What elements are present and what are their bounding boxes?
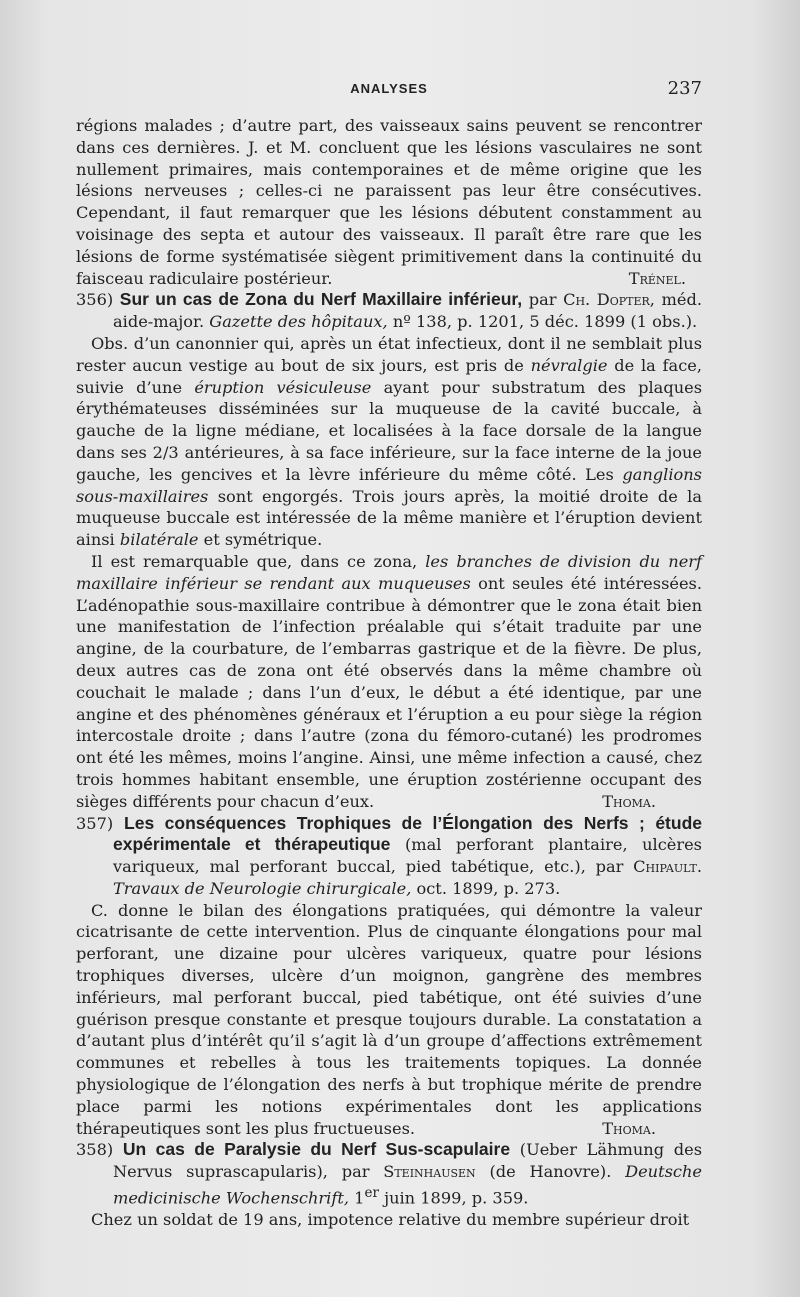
page-number: 237 bbox=[667, 78, 702, 99]
entry-author: Chipault. bbox=[633, 857, 702, 877]
author-signature: Thoma. bbox=[602, 791, 656, 811]
italic-term: bilatérale bbox=[119, 530, 199, 550]
entry-author: Steinhausen bbox=[383, 1162, 476, 1182]
entry-357-paragraph bbox=[76, 900, 702, 1140]
text-run: ayant pour substratum des plaques érythémateuses disséminées sur la muqueuse de la cavité buccale, à gauche de la ligne médiane, et localisées à la face dorsale de la langue dans ses 2/3 antérieures, à sa face inférieure, sur la face interne de la joue gauche, les gencives et la lèvre inférieure du même côté. Les bbox=[76, 377, 703, 484]
entry-number: 358) bbox=[76, 1140, 114, 1160]
italic-term: ganglions sous-maxillaires bbox=[76, 464, 702, 506]
italic-term: névralgie bbox=[530, 355, 608, 375]
text-run: Il est remarquable que, dans ce zona, bbox=[91, 551, 418, 571]
entry-358-paragraph bbox=[76, 1209, 702, 1231]
entry-author-role: méd. aide-major. bbox=[113, 290, 702, 332]
text-run: C. donne le bilan des élongations pratiquées, qui démontre la valeur cicatrisante de cette intervention. Plus de cinquante élongations pour mal perforant, une dizaine pour ulcères variqueux, quatre pour lésions trophiques diverses, ulcère d’un moignon, gangrène des membres inférieurs, mal perforant buccal, pied tabétique, ont été suivies d’une guérison presque constante et presque toujours durable. La constatation a d’autant plus d’intérêt qu’il s’agit là d’un groupe d’affections extrêmement communes et rebelles à tous les traitements topiques. La donnée physiologique de l’élongation des nerfs à but trophique mérite de prendre place parmi les notions expérimentales dont les applications thérapeutiques sont les plus fructueuses. bbox=[76, 900, 702, 1138]
entry-357-heading bbox=[76, 813, 702, 900]
text-run: de la face, suivie d’une bbox=[76, 355, 702, 397]
entry-reference-day: 1 bbox=[354, 1188, 365, 1208]
paragraph-text: régions malades ; d’autre part, des vaisseaux sains peuvent se rencontrer dans ces dernières. J. et M. concluent que les lésions vasculaires ne sont nullement primaires, mais contemporaines et de même origine que les lésions nerveuses ; celles-ci ne paraissent pas leur être consécutives. Cependant, il faut remarquer que les lésions débutent constamment au voisinage des septa et autour des vaisseaux. Il paraît être rare que les lésions de forme systématisée siègent primitivement dans la continuité du faisceau radiculaire postérieur. bbox=[76, 116, 702, 288]
text-run: sont engorgés. Trois jours après, la moitié droite de la muqueuse buccale est intéressée de la même manière et l’éruption devient ainsi bbox=[76, 486, 702, 550]
entry-reference: oct. 1899, p. 273. bbox=[416, 878, 561, 898]
text-run: et symétrique. bbox=[203, 530, 323, 550]
entry-journal: Deutsche medicinische Wochenschrift, bbox=[113, 1162, 702, 1208]
entry-358-heading bbox=[76, 1139, 702, 1209]
entry-number: 357) bbox=[76, 813, 114, 833]
entry-356-heading bbox=[76, 289, 702, 333]
entry-title: Les conséquences Trophiques de l’Élongation des Nerfs ; étude expérimentale et thérapeutique bbox=[113, 812, 702, 855]
author-signature: Thoma. bbox=[602, 1118, 656, 1138]
italic-term: les branches de division du nerf maxillaire inférieur se rendant aux muqueuses bbox=[76, 551, 703, 593]
entry-description: (Ueber Lähmung des Nervus suprascapularis), par bbox=[113, 1140, 702, 1182]
text-run: Chez un soldat de 19 ans, impotence relative du membre supérieur droit bbox=[91, 1210, 690, 1230]
entry-number: 356) bbox=[76, 290, 114, 310]
entry-reference-sup: er bbox=[364, 1185, 379, 1202]
page-header bbox=[76, 78, 702, 102]
page-body bbox=[76, 115, 702, 1231]
entry-356-paragraph-2 bbox=[76, 551, 702, 813]
text-run: ont seules été intéressées. L’adénopathie sous-maxillaire contribue à démontrer que le zona était bien une manifestation de l’infection préalable qui s’était traduite par une angine, de la courbature, de l’embarras gastrique et de la fièvre. De plus, deux autres cas de zona ont été observés dans la même chambre où couchait le malade ; dans l’un d’eux, le début a été identique, par une angine et des phénomènes généraux et l’éruption a eu pour siège la région intercostale droite ; dans l’autre (zona du fémoro-cutané) les prodromes ont été les mêmes, moins l’angine. Ainsi, une même infection a causé, chez trois hommes habitant ensemble, une éruption zostérienne occupant des sièges différents pour chacun d’eux. bbox=[76, 573, 702, 811]
entry-reference: juin 1899, p. 359. bbox=[384, 1188, 529, 1208]
text-run: Obs. d’un canonnier qui, après un état infectieux, dont il ne semblait plus rester aucun vestige au bout de six jours, est pris de bbox=[76, 333, 702, 375]
entry-reference: nº 138, p. 1201, 5 déc. 1899 (1 obs.). bbox=[392, 312, 698, 332]
entry-title: Sur un cas de Zona du Nerf Maxillaire inférieur, bbox=[119, 289, 523, 310]
entry-author: Ch. Dopter, bbox=[563, 290, 655, 310]
italic-term: éruption vésiculeuse bbox=[194, 377, 372, 397]
author-signature: Trénel. bbox=[628, 268, 686, 288]
continuation-paragraph bbox=[76, 115, 702, 289]
entry-by: par bbox=[528, 290, 557, 310]
entry-356-paragraph-1 bbox=[76, 333, 702, 551]
entry-place: (de Hanovre). bbox=[489, 1162, 612, 1182]
entry-description: (mal perforant plantaire, ulcères variqueux, mal perforant buccal, pied tabétique, etc.), par bbox=[113, 835, 702, 877]
entry-title: Un cas de Paralysie du Nerf Sus-scapulaire bbox=[122, 1139, 511, 1160]
entry-journal: Gazette des hôpitaux, bbox=[209, 312, 388, 332]
running-title: ANALYSES bbox=[350, 81, 428, 96]
entry-journal: Travaux de Neurologie chirurgicale, bbox=[113, 878, 412, 898]
